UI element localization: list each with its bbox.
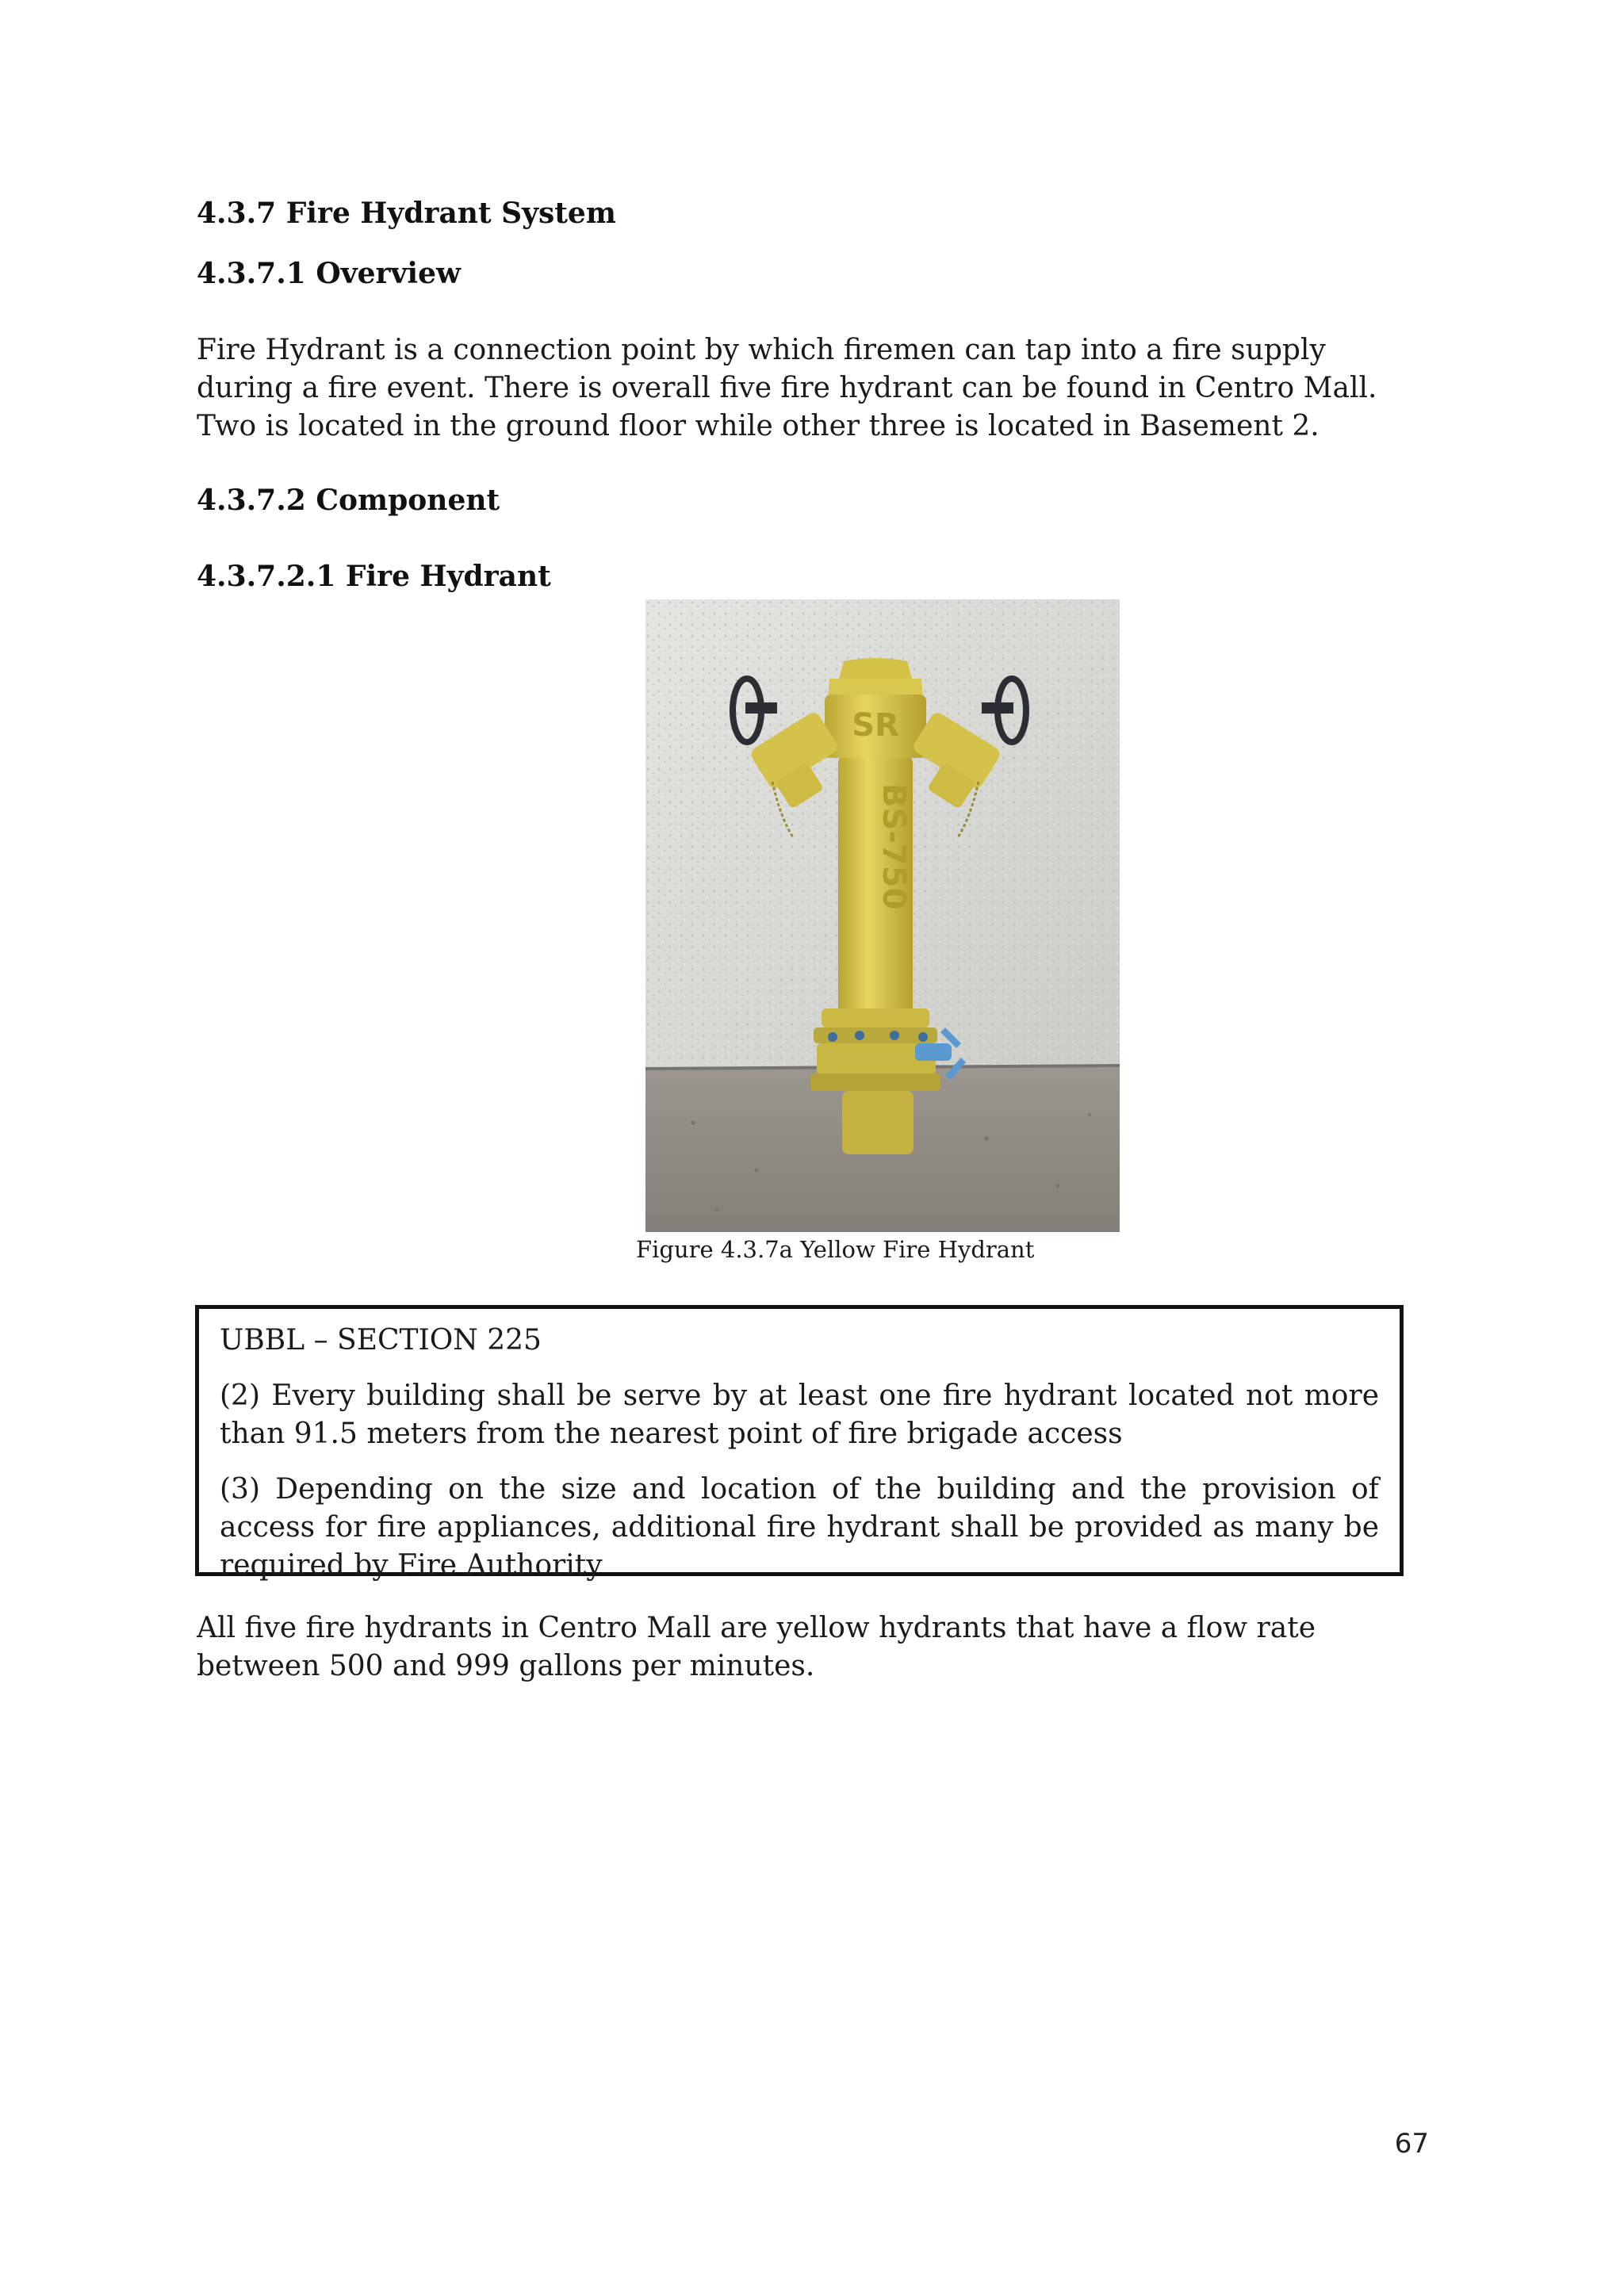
subsection-heading-fire-hydrant: 4.3.7.2.1 Fire Hydrant xyxy=(197,560,551,593)
overview-paragraph: Fire Hydrant is a connection point by which firemen can tap into a fire supply during a fire event. There is overall five fire hydrant can be found in Centro Mall. Two is located in the ground floor while other three is located in Basement 2. xyxy=(197,334,1377,442)
page-number: 67 xyxy=(1394,2128,1429,2160)
closing-paragraph: All five fire hydrants in Centro Mall are yellow hydrants that have a flow rate between 500 and 999 gallons per minutes. xyxy=(197,1612,1316,1682)
hydrant-marking-body: BS-750 xyxy=(875,783,912,910)
ubbl-title: UBBL – SECTION 225 xyxy=(220,1324,542,1357)
section-heading: 4.3.7 Fire Hydrant System xyxy=(197,197,616,230)
ubbl-clause-2: (2) Every building shall be serve by at least one fire hydrant located not more than 91.5 meters from the nearest point of fire brigade access xyxy=(220,1380,1379,1450)
hydrant-marking-top: SR xyxy=(852,707,899,744)
subsection-heading-component: 4.3.7.2 Component xyxy=(197,484,500,517)
ubbl-section-box xyxy=(195,1305,1404,1582)
fire-hydrant-photo xyxy=(645,599,1120,1232)
subsection-heading-overview: 4.3.7.1 Overview xyxy=(197,257,461,290)
ubbl-clause-3: (3) Depending on the size and location of the building and the provision of access for fire appliances, additional fire hydrant shall be provided as many be required by Fire Authority xyxy=(220,1473,1379,1582)
figure-caption: Figure 4.3.7a Yellow Fire Hydrant xyxy=(636,1236,1035,1263)
